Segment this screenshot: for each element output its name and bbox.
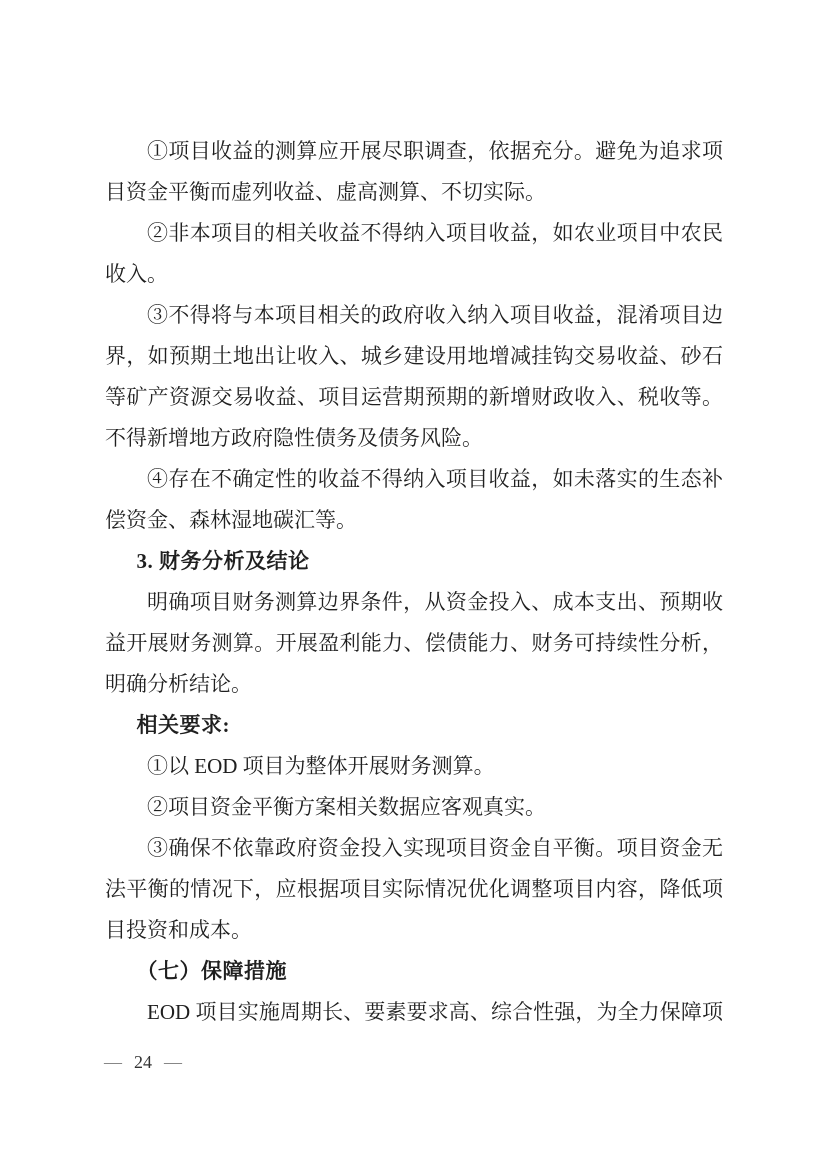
- text-line: 目资金平衡而虚列收益、虚高测算、不切实际。: [105, 180, 546, 204]
- text-line: 目投资和成本。: [105, 918, 252, 942]
- subheading-related-requirements: 相关要求:: [136, 713, 230, 737]
- text-line: ①项目收益的测算应开展尽职调查，依据充分。避免为追求项: [147, 139, 723, 163]
- section-heading-safeguard-measures: （七）保障措施: [136, 959, 287, 983]
- text-line: ①以 EOD 项目为整体开展财务测算。: [147, 754, 495, 778]
- text-line: 等矿产资源交易收益、项目运营期预期的新增财政收入、税收等。: [105, 385, 723, 409]
- document-body: [105, 131, 723, 1033]
- section-heading-financial-analysis: 3. 财务分析及结论: [136, 549, 310, 573]
- text-line: 界，如预期土地出让收入、城乡建设用地增减挂钩交易收益、砂石: [105, 344, 723, 368]
- text-line: 法平衡的情况下，应根据项目实际情况优化调整项目内容，降低项: [105, 877, 723, 901]
- text-line: 收入。: [105, 262, 168, 286]
- footer-dash-right: —: [164, 1051, 182, 1072]
- text-line: 偿资金、森林湿地碳汇等。: [105, 508, 357, 532]
- text-line: ②非本项目的相关收益不得纳入项目收益，如农业项目中农民: [147, 221, 723, 245]
- text-line: ③确保不依靠政府资金投入实现项目资金自平衡。项目资金无: [147, 836, 723, 860]
- page-number: 24: [134, 1051, 152, 1072]
- text-line: 益开展财务测算。开展盈利能力、偿债能力、财务可持续性分析，: [105, 631, 723, 655]
- text-line: ②项目资金平衡方案相关数据应客观真实。: [147, 795, 546, 819]
- text-line: ③不得将与本项目相关的政府收入纳入项目收益，混淆项目边: [147, 303, 723, 327]
- text-line: 明确分析结论。: [105, 672, 252, 696]
- text-line: ④存在不确定性的收益不得纳入项目收益，如未落实的生态补: [147, 467, 723, 491]
- text-line: 不得新增地方政府隐性债务及债务风险。: [105, 426, 483, 450]
- footer-dash-left: —: [104, 1051, 122, 1072]
- text-line: 明确项目财务测算边界条件，从资金投入、成本支出、预期收: [147, 590, 723, 614]
- text-line: EOD 项目实施周期长、要素要求高、综合性强，为全力保障项: [147, 1000, 723, 1024]
- page-footer: [104, 1047, 182, 1077]
